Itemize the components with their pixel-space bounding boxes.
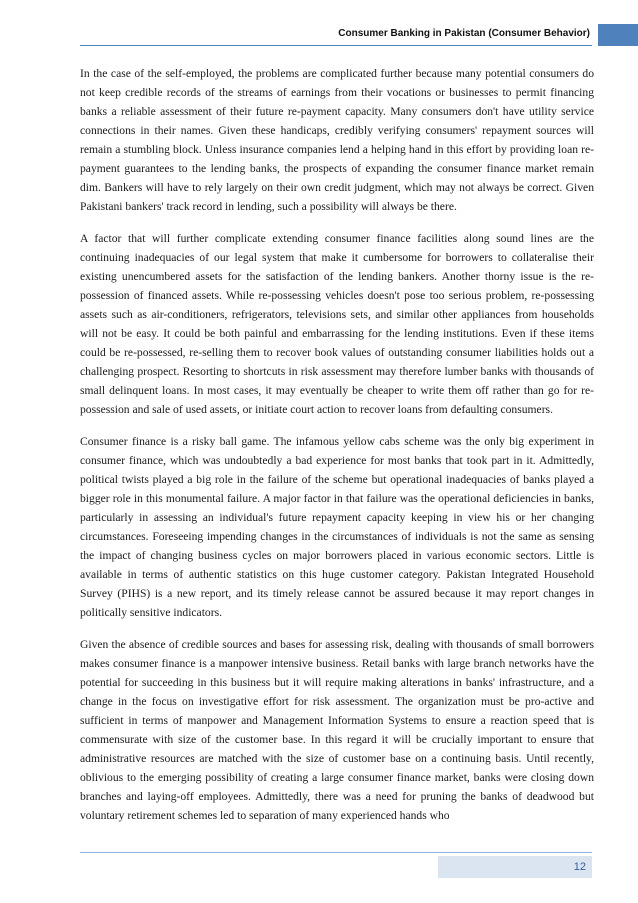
paragraph-1: In the case of the self-employed, the problems are complicated further because many potential consumers do not keep credible records of the streams of earnings from their vocations or businesses to permit financing banks a reliable assessment of their future re-payment capacity. Many consumers don't have utility service connections in their names. Given these handicaps, credibly verifying consumers' repayment sources will remain a stumbling block. Unless insurance companies lend a helping hand in this effort by providing loan re-payment guarantees to the lending banks, the prospects of expanding the consumer finance market remain dim. Bankers will have to rely largely on their own credit judgment, which may not always be correct. Given Pakistani bankers' track record in lending, such a possibility will always be there. [80,67,594,213]
paragraph-2: A factor that will further complicate extending consumer finance facilities along sound lines are the continuing inadequacies of our legal system that make it cumbersome for borrowers to collateralise their existing unencumbered assets for the satisfaction of the lending bankers. Another thorny issue is the re-possession of financed assets. While re-possessing vehicles doesn't pose too serious problem, re-possessing assets such as air-conditioners, refrigerators, televisions sets, and similar other appliances from households will not be easy. It could be both painful and embarrassing for the lending institutions. Even if these items could be re-possessed, re-selling them to recover book values of outstanding consumer liabilities holds out a challenging prospect. Resorting to shortcuts in risk assessment may therefore lumber banks with thousands of small delinquent loans. In most cases, it may eventually be cheaper to write them off rather than go for re-possession and sale of used assets, or initiate court action to recover loans from defaulting consumers. [80,232,594,416]
header-rule [80,45,592,46]
page-footer [0,852,638,882]
header-accent-bar [598,24,638,46]
page-number: 12 [438,856,592,878]
page-body [80,64,594,838]
paragraph-4: Given the absence of credible sources and bases for assessing risk, dealing with thousands of small borrowers makes consumer finance is a manpower intensive business. Retail banks with large branch networks have the potential for succeeding in this business but it will require making alterations in banks' infrastructure, and a change in the focus on investigative effort for risk assessment. The organization must be pro-active and sufficient in terms of manpower and Management Information Systems to ensure a reaction speed that is commensurate with size of the customer base. In this regard it will be crucially important to ensure that administrative resources are matched with the size of customer base on a continuing basis. Until recently, oblivious to the emerging possibility of creating a large consumer finance market, banks were closing down branches and laying-off employees. Admittedly, there was a need for pruning the banks of deadwood but voluntary retirement schemes led to separation of many experienced hands who [80,638,594,822]
page-header [0,24,638,46]
paragraph-3: Consumer finance is a risky ball game. The infamous yellow cabs scheme was the only big experiment in consumer finance, which was undoubtedly a bad experience for most banks that took part in it. Admittedly, political twists played a big role in the failure of the scheme but operational inadequacies of banks played a bigger role in this monumental failure. A major factor in that failure was the operational deficiencies in banks, particularly in assessing an individual's future repayment capacity keeping in view his or her changing circumstances. Foreseeing impending changes in the circumstances of individuals is not the same as sensing the impact of changing business cycles on major borrowers placed in various economic sectors. Little is available in terms of authentic statistics on this huge customer category. Pakistan Integrated Household Survey (PIHS) is a new report, and its timely release cannot be assured because it may report changes in politically sensitive indicators. [80,435,594,619]
footer-rule [80,852,592,853]
document-title: Consumer Banking in Pakistan (Consumer Behavior) [338,28,590,39]
